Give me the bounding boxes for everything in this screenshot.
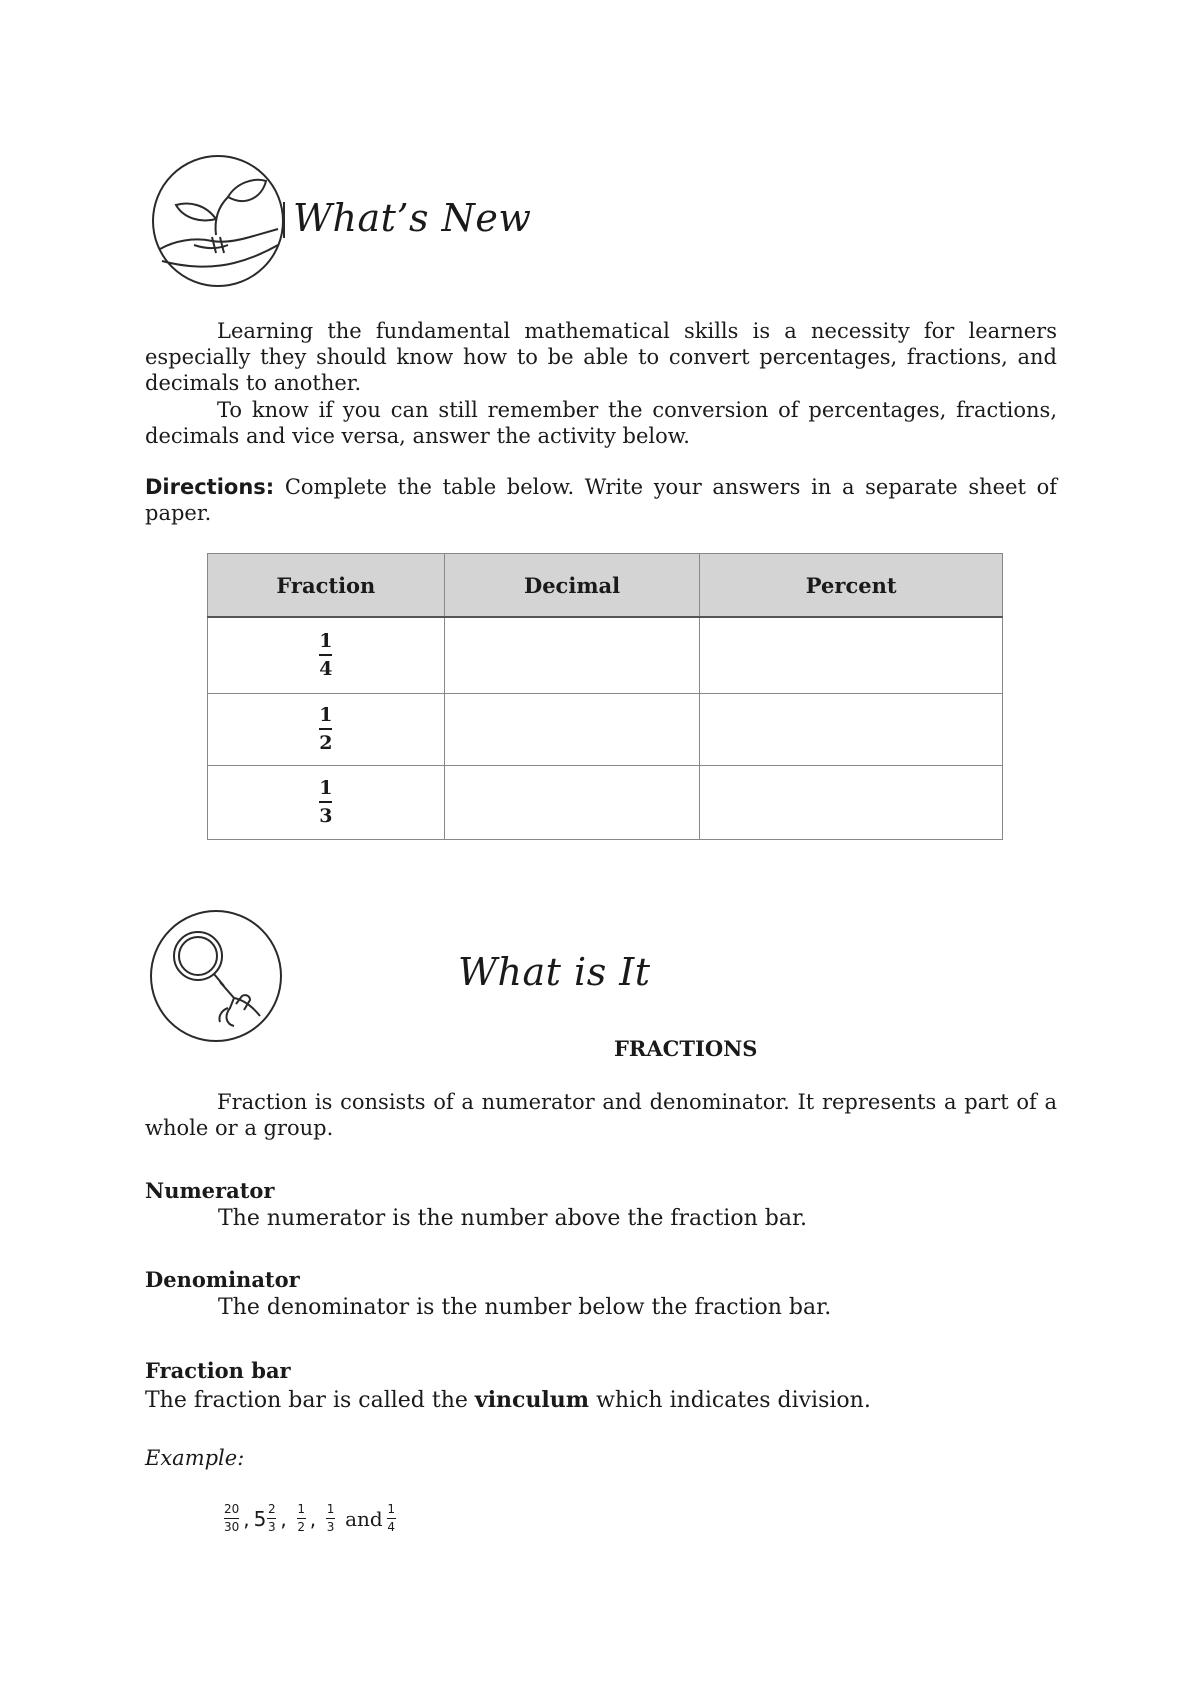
numerator: 1 [297, 1502, 306, 1516]
example-fraction [224, 1503, 239, 1534]
fraction-bar [319, 654, 332, 656]
fraction-bar [319, 801, 332, 803]
fraction [319, 705, 332, 753]
whats-new-title: What’s New [293, 196, 532, 240]
numerator: 1 [319, 777, 333, 799]
example-label: Example: [145, 1446, 245, 1470]
denominator-definition: The denominator is the number below the fraction bar. [218, 1295, 832, 1320]
fractions-intro-paragraph: Fraction is consists of a numerator and denominator. It represents a part of a whole or a group. [145, 1090, 1057, 1140]
directions-text: Complete the table below. Write your answers in a separate sheet of paper. [145, 475, 1057, 525]
intro-paragraph: Learning the fundamental mathematical skills is a necessity for learners especially they should know how to be able to convert percentages, fractions, and decimals to another. [145, 319, 1057, 395]
header-percent: Percent [700, 554, 1003, 618]
fraction-bar [297, 1518, 306, 1519]
and-word: and [345, 1506, 383, 1531]
fraction-cell [208, 617, 445, 693]
vinculum-term: vinculum [474, 1387, 590, 1413]
title-underline-line [283, 202, 292, 238]
numerator-definition: The numerator is the number above the fraction bar. [218, 1206, 808, 1231]
fraction-bar [387, 1518, 396, 1519]
what-is-it-title: What is It [458, 950, 651, 994]
fractions-subtitle: FRACTIONS [614, 1036, 758, 1061]
percent-cell[interactable] [700, 693, 1003, 765]
numerator: 2 [268, 1502, 276, 1516]
magnifying-glass-in-hand-icon [150, 910, 282, 1042]
decimal-cell[interactable] [444, 693, 700, 765]
fraction [319, 631, 332, 679]
denominator: 4 [319, 658, 333, 681]
percent-cell[interactable] [700, 617, 1003, 693]
denominator: 3 [268, 1520, 276, 1534]
denominator: 2 [297, 1520, 306, 1534]
denominator: 4 [387, 1520, 396, 1534]
fraction-bar [267, 1518, 276, 1519]
denominator: 3 [319, 805, 333, 827]
fraction-bar-definition [145, 1387, 871, 1413]
table-row [208, 693, 1003, 765]
directions-label: Directions: [145, 475, 275, 499]
numerator: 1 [326, 1502, 335, 1516]
fraction-bar [224, 1518, 239, 1519]
example-fractions: 20 30 , 5 2 3 , 1 2 , 1 3 and 1 4 [224, 1502, 396, 1534]
denominator: 2 [319, 732, 333, 754]
directions-paragraph [145, 474, 1057, 526]
fraction-bar-heading: Fraction bar [145, 1358, 291, 1383]
conversion-table [207, 553, 1003, 840]
fraction-cell [208, 693, 445, 765]
table-header-row [208, 554, 1003, 618]
denominator: 3 [326, 1520, 335, 1534]
vinculum-text-post: which indicates division. [589, 1388, 871, 1413]
numerator: 1 [387, 1502, 396, 1516]
percent-cell[interactable] [700, 765, 1003, 839]
numerator: 1 [319, 704, 333, 726]
denominator: 30 [224, 1520, 240, 1534]
example-fraction [326, 1503, 335, 1534]
denominator-heading: Denominator [145, 1267, 300, 1292]
header-decimal: Decimal [444, 554, 700, 618]
vinculum-text-pre: The fraction bar is called the [145, 1388, 475, 1413]
table-row [208, 765, 1003, 839]
plant-in-hand-icon [152, 155, 284, 287]
decimal-cell[interactable] [444, 617, 700, 693]
fraction-bar [319, 728, 332, 730]
header-fraction: Fraction [208, 554, 445, 618]
table-row [208, 617, 1003, 693]
mixed-whole: 5 [253, 1506, 267, 1531]
fraction-cell [208, 765, 445, 839]
example-fraction [297, 1503, 306, 1534]
numerator: 20 [224, 1502, 240, 1516]
reminder-paragraph: To know if you can still remember the conversion of percentages, fractions, decimals and vice versa, answer the activity below. [145, 398, 1057, 448]
numerator: 1 [319, 630, 333, 653]
fraction [319, 778, 332, 826]
example-fraction [267, 1503, 276, 1534]
example-fraction [387, 1503, 396, 1534]
decimal-cell[interactable] [444, 765, 700, 839]
numerator-heading: Numerator [145, 1178, 275, 1203]
fraction-bar [326, 1518, 335, 1519]
